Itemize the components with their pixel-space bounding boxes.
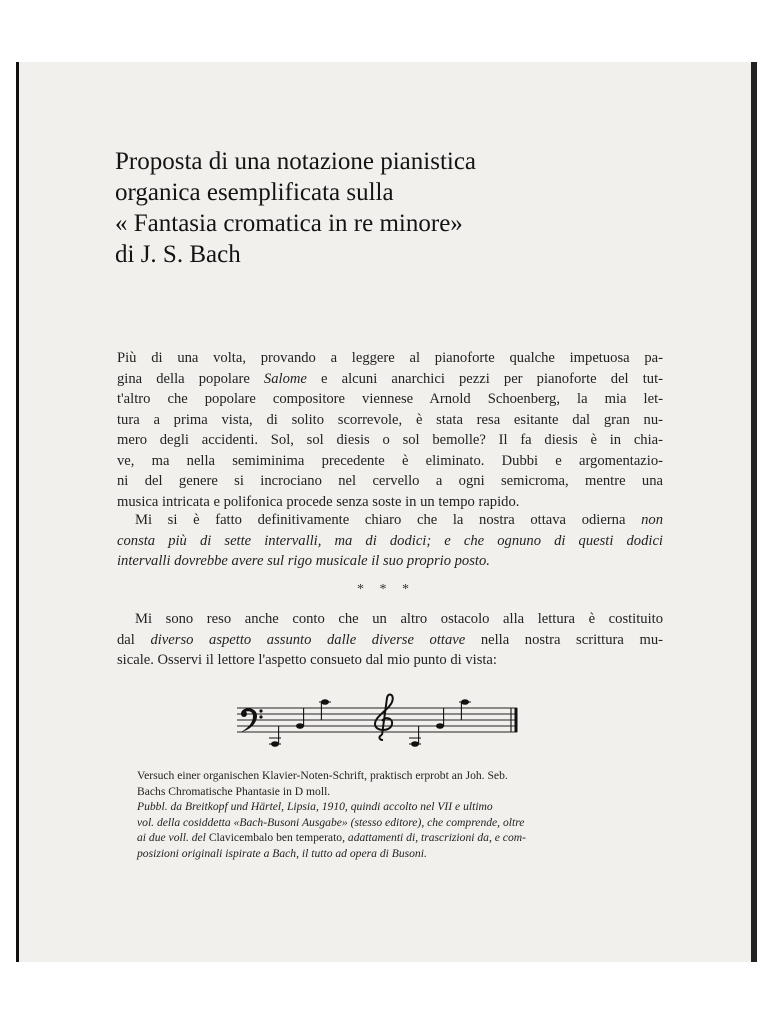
p2-line-1-a: Mi si è fatto definitivamente chiaro che la nostra ottava odierna (135, 512, 642, 528)
footnote-line-4-italic: vol. della cosiddetta «Bach-Busoni Ausgabe» (stesso editore), che comprende, oltre (137, 815, 525, 829)
title-line-1: Proposta di una notazione pianistica (115, 148, 477, 175)
p1-line-1: Più di una volta, provando a leggere al pianoforte qualche impetuosa pa- (117, 350, 663, 366)
bass-notes (269, 699, 331, 747)
p1-line-3: t'altro che popolare compositore viennese Arnold Schoenberg, la mia let- (117, 391, 663, 407)
p3-line-2-a: dal (117, 631, 151, 648)
p1-line-4: tura a prima vista, di solito scorrevole, è stata resa esitante dal gran nu- (117, 411, 663, 428)
p2-line-1-italic: non (641, 512, 663, 528)
p1-line-6: ve, ma nella semiminima precedente è eliminato. Dubbi e argomentazio- (117, 452, 663, 469)
footnote-line-6-italic: posizioni originali ispirate a Bach, il tutto ad opera di Busoni. (137, 846, 427, 860)
p3-line-2 (117, 630, 663, 651)
paragraph-1 (117, 348, 663, 512)
note-1 (271, 741, 279, 747)
footnote-line-3-italic: Pubbl. da Breitkopf und Härtel, Lipsia, 1910, quindi accolto nel VII e ultimo (137, 800, 493, 813)
title-line-3: « Fantasia cromatica in re minore» (115, 210, 463, 237)
p2-line-3 (117, 551, 663, 572)
footnote-line-4 (137, 815, 637, 831)
footnote-line-5-a: ai due voll. del (137, 831, 209, 844)
footnote (137, 768, 637, 861)
note-5 (436, 723, 444, 729)
section-separator: * * * (357, 582, 415, 597)
treble-notes (409, 699, 471, 747)
note-3 (321, 699, 329, 705)
p2-line-1 (117, 510, 663, 531)
note-6 (461, 699, 469, 705)
footnote-line-3 (137, 799, 637, 815)
paragraph-3 (117, 609, 663, 671)
p1-line-2 (117, 369, 663, 390)
footnote-line-6 (137, 846, 637, 862)
p3-line-3: sicale. Osservi il lettore l'aspetto consueto dal mio punto di vista: (117, 652, 497, 668)
note-4 (411, 741, 419, 747)
footnote-line-2: Bachs Chromatische Phantasie in D moll. (137, 784, 331, 798)
p2-line-3-italic: intervalli dovrebbe avere sul rigo musicale il suo proprio posto. (117, 553, 490, 569)
treble-clef-icon (375, 695, 393, 740)
chapter-title (115, 146, 635, 270)
p2-line-2-italic: consta più di sette intervalli, ma di dodici; e che ognuno di questi dodici (117, 532, 663, 549)
p3-line-2-b: nella nostra scrittura mu- (465, 631, 663, 648)
footnote-line-5-b: Clavicembalo ben temperato (208, 831, 343, 844)
footnote-line-5-c: , adattamenti di, trascrizioni da, e com- (342, 831, 526, 844)
p1-line-5: mero degli accidenti. Sol, sol diesis o sol bemolle? Il fa diesis è in chia- (117, 432, 663, 448)
title-line-2: organica esemplificata sulla (115, 179, 394, 206)
p1-line-2-italic: Salome (263, 370, 307, 387)
p1-line-2-b: e alcuni anarchici pezzi per pianoforte del tut- (306, 370, 663, 387)
book-page (16, 62, 753, 962)
footnote-line-5 (137, 830, 637, 846)
p1-line-2-a: gina della popolare (117, 370, 264, 387)
p2-line-2 (117, 531, 663, 552)
music-staff-example (235, 690, 525, 750)
p1-line-8: musica intricata e polifonica procede senza soste in un tempo rapido. (117, 493, 520, 510)
paragraph-2 (117, 510, 663, 572)
p1-line-7: ni del genere si incrociano nel cervello a ogni semicroma, mentre una (117, 473, 663, 489)
footnote-line-1: Versuch einer organischen Klavier-Noten-Schrift, praktisch erprobt an Joh. Seb. (137, 769, 508, 782)
note-2 (296, 723, 304, 729)
p3-line-1: Mi sono reso anche conto che un altro ostacolo alla lettura è costituito (135, 611, 663, 627)
p3-line-2-italic: diverso aspetto assunto dalle diverse ottave (150, 631, 466, 648)
title-line-4: di J. S. Bach (115, 241, 241, 268)
